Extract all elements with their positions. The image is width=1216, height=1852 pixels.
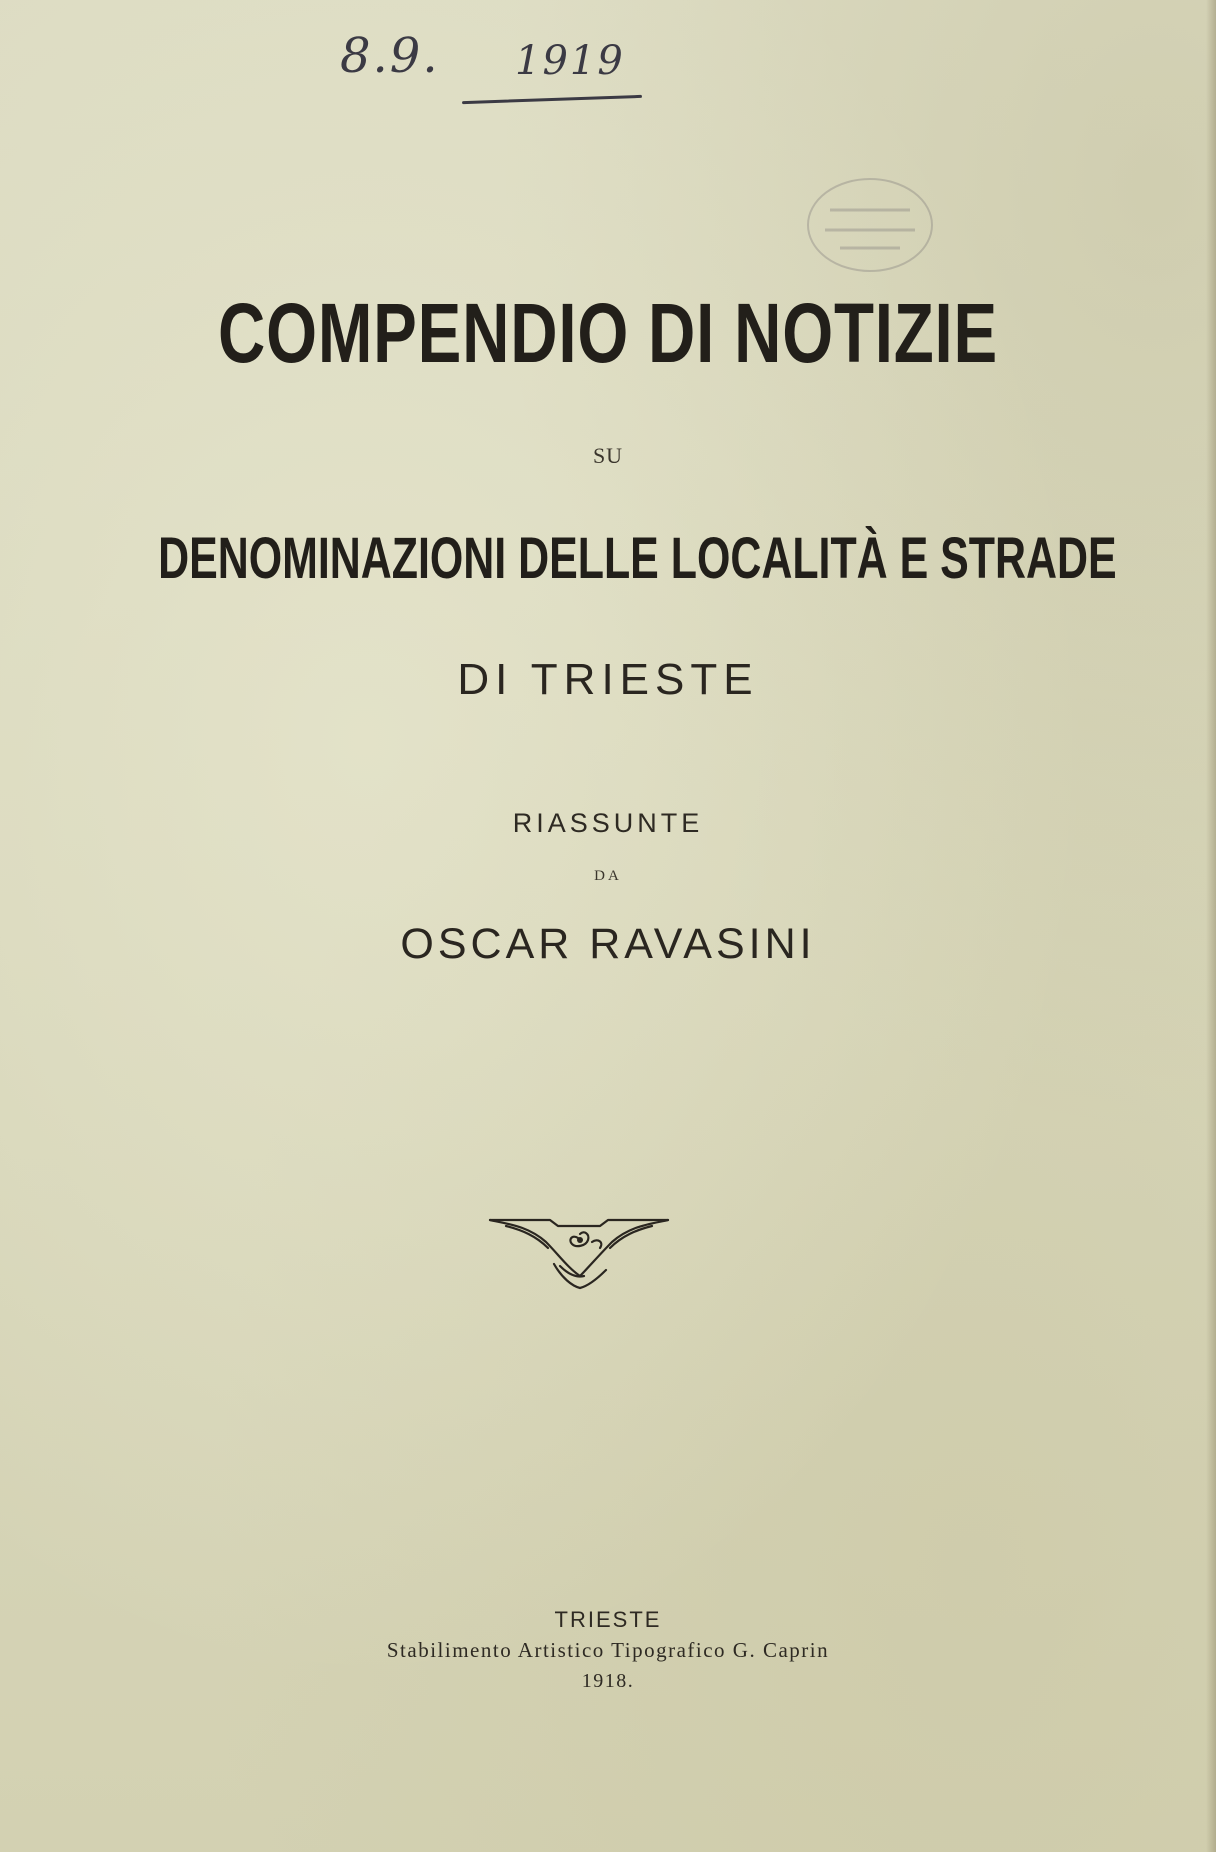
book-title: COMPENDIO DI NOTIZIE [217,286,999,380]
printer-ornament-icon [488,1212,670,1290]
imprint-place: TRIESTE [554,1607,662,1632]
handwritten-underline [462,95,642,104]
imprint-year: 1918. [581,1670,635,1692]
handwritten-date: 8.9. [340,28,440,84]
faded-stamp-icon [800,170,940,280]
subtitle-city: DI TRIESTE [457,655,759,704]
by-label: DA [594,868,622,884]
author-name: OSCAR RAVASINI [400,920,816,968]
book-subtitle: DENOMINAZIONI DELLE LOCALITÀ E STRADE [158,526,1117,591]
summarized-label: RIASSUNTE [512,808,704,838]
handwritten-year: 1919 [515,38,625,84]
imprint-printer: Stabilimento Artistico Tipografico G. Caprin [386,1638,830,1662]
title-connector: SU [592,443,624,468]
